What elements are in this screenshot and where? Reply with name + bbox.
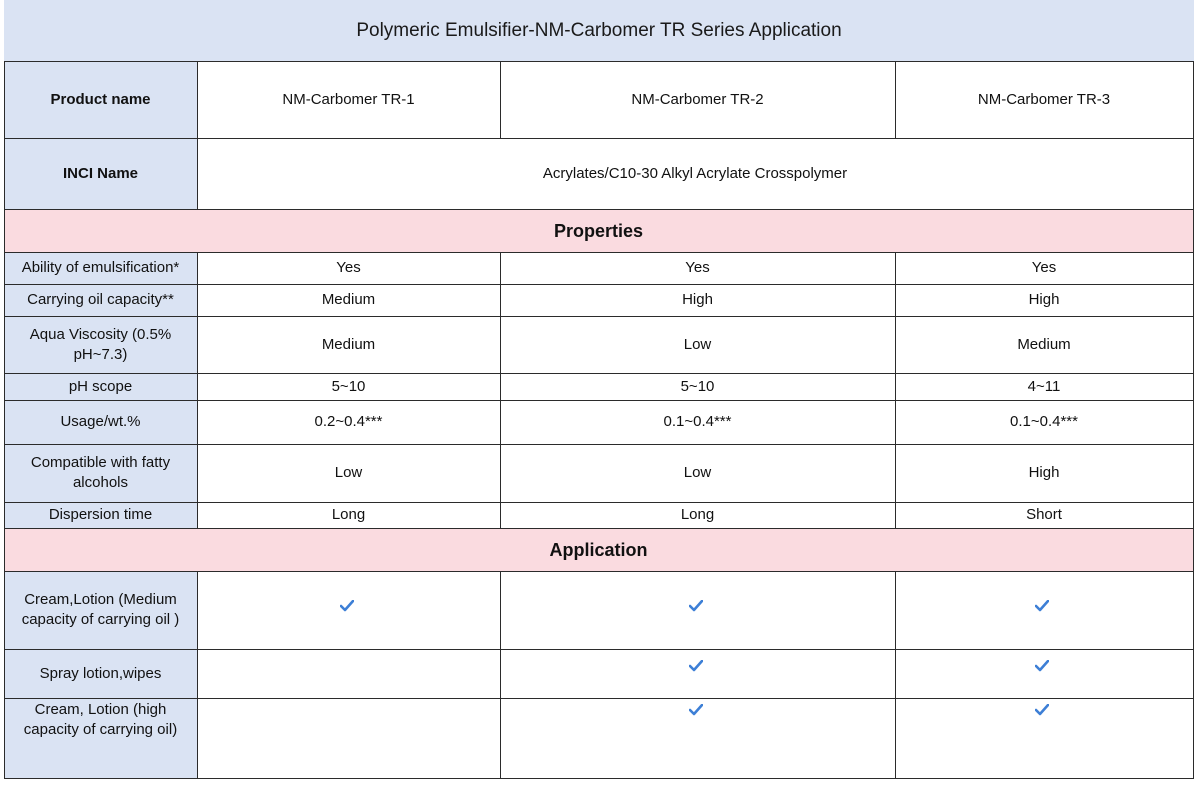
- property-label-text: Usage/wt.%: [60, 413, 141, 430]
- property-value: [895, 373, 1193, 400]
- grid-line: [500, 252, 501, 528]
- property-label-text: Dispersion time: [48, 506, 153, 523]
- property-value: [500, 502, 895, 528]
- page-title: Polymeric Emulsifier-NM-Carbomer TR Series Application: [4, 0, 1194, 61]
- inci-name-value: [197, 138, 1193, 209]
- application-section-header-text: Application: [549, 539, 648, 560]
- check-icon: [689, 600, 703, 612]
- grid-line: [4, 61, 5, 779]
- grid-line: [4, 571, 1194, 572]
- application-label: [4, 571, 197, 649]
- property-value: [197, 444, 500, 502]
- property-value: [895, 316, 1193, 373]
- property-value: [895, 252, 1193, 284]
- grid-line: [1193, 61, 1194, 779]
- grid-line: [500, 61, 501, 138]
- grid-line: [4, 284, 1194, 285]
- application-label: [4, 649, 197, 698]
- properties-section-header: [4, 209, 1193, 252]
- inci-name-label-text: INCI Name: [62, 164, 139, 182]
- grid-line: [4, 778, 1194, 779]
- check-icon: [1035, 600, 1049, 612]
- property-value: [197, 284, 500, 316]
- property-label-text: Ability of emulsification*: [21, 259, 180, 276]
- product-name-1-text: NM-Carbomer TR-1: [282, 90, 415, 108]
- inci-name-value-text: Acrylates/C10-30 Alkyl Acrylate Crosspolymer: [542, 164, 848, 182]
- property-value: [197, 502, 500, 528]
- property-label-text: pH scope: [68, 377, 133, 395]
- grid-line: [4, 400, 1194, 401]
- grid-line: [197, 571, 198, 779]
- grid-line: [895, 61, 896, 138]
- product-name-label: [4, 61, 197, 138]
- property-label: [4, 400, 197, 444]
- property-value: [197, 252, 500, 284]
- property-label-text: Compatible with fatty alcohols: [30, 454, 171, 491]
- property-value-text: 5~10: [680, 377, 715, 395]
- property-value: [197, 316, 500, 373]
- grid-line: [895, 571, 896, 779]
- application-check-cell: [500, 698, 895, 778]
- application-check-cell: [500, 649, 895, 698]
- property-value: [895, 502, 1193, 528]
- application-check-cell: [895, 698, 1193, 778]
- property-label: [4, 373, 197, 400]
- property-value: [895, 400, 1193, 444]
- grid-line: [197, 252, 198, 528]
- property-value-text: 0.1~0.4***: [1010, 413, 1078, 430]
- grid-line: [4, 528, 1194, 529]
- property-value: [500, 444, 895, 502]
- grid-line: [4, 698, 1194, 699]
- check-icon: [1035, 704, 1049, 716]
- grid-line: [4, 444, 1194, 445]
- grid-line: [4, 209, 1194, 210]
- product-name-2-text: NM-Carbomer TR-2: [631, 90, 764, 108]
- property-value-text: Medium: [321, 291, 376, 308]
- property-value-text: 5~10: [331, 377, 366, 395]
- application-check-cell: [197, 698, 500, 778]
- product-name-2: [500, 61, 895, 138]
- property-label: [4, 502, 197, 528]
- property-value-text: 0.1~0.4***: [663, 413, 732, 430]
- check-icon: [689, 660, 703, 672]
- properties-section-header-text: Properties: [553, 220, 644, 241]
- property-value-text: Medium: [1017, 335, 1071, 353]
- property-value-text: Medium: [321, 335, 376, 353]
- product-name-label-text: Product name: [50, 90, 151, 108]
- application-label-text: Spray lotion,wipes: [39, 664, 162, 682]
- application-check-cell: [197, 571, 500, 649]
- property-value: [500, 373, 895, 400]
- application-check-cell: [500, 571, 895, 649]
- property-value-text: Short: [1026, 506, 1062, 523]
- property-label: [4, 316, 197, 373]
- property-label: [4, 284, 197, 316]
- property-value-text: 0.2~0.4***: [314, 413, 383, 430]
- grid-line: [4, 649, 1194, 650]
- property-label: [4, 444, 197, 502]
- property-value-text: Yes: [336, 259, 361, 276]
- property-value-text: Low: [683, 335, 712, 353]
- property-value: [500, 400, 895, 444]
- property-value-text: Low: [683, 464, 712, 481]
- property-label-text: Carrying oil capacity**: [27, 291, 174, 308]
- property-value-text: Yes: [685, 259, 710, 276]
- grid-line: [4, 502, 1194, 503]
- property-value-text: High: [1028, 464, 1060, 481]
- property-label-text: Aqua Viscosity (0.5% pH~7.3): [29, 325, 172, 363]
- application-check-cell: [895, 649, 1193, 698]
- application-label-text: Cream, Lotion (high capacity of carrying oil): [23, 701, 178, 738]
- property-value: [197, 373, 500, 400]
- property-value-text: High: [1028, 291, 1060, 308]
- application-check-cell: [895, 571, 1193, 649]
- product-name-3-text: NM-Carbomer TR-3: [977, 90, 1111, 108]
- grid-line: [4, 61, 1194, 62]
- application-label-text: Cream,Lotion (Medium capacity of carrying oil ): [21, 591, 180, 628]
- application-label: [4, 698, 197, 778]
- product-name-3: [895, 61, 1193, 138]
- grid-line: [500, 571, 501, 779]
- property-value: [500, 252, 895, 284]
- grid-line: [4, 373, 1194, 374]
- check-icon: [1035, 660, 1049, 672]
- grid-line: [895, 252, 896, 528]
- property-value-text: 4~11: [1027, 377, 1061, 395]
- property-value: [197, 400, 500, 444]
- inci-name-label: [4, 138, 197, 209]
- application-check-cell: [197, 649, 500, 698]
- property-value-text: Low: [334, 464, 363, 481]
- property-value: [895, 284, 1193, 316]
- check-icon: [689, 704, 703, 716]
- grid-line: [4, 138, 1194, 139]
- application-section-header: [4, 528, 1193, 571]
- property-label: [4, 252, 197, 284]
- property-value-text: Long: [331, 506, 366, 523]
- grid-line: [4, 316, 1194, 317]
- property-value-text: Yes: [1031, 259, 1057, 276]
- grid-line: [197, 61, 198, 209]
- product-name-1: [197, 61, 500, 138]
- check-icon: [340, 600, 354, 612]
- grid-line: [4, 252, 1194, 253]
- property-value: [895, 444, 1193, 502]
- property-value-text: Long: [680, 506, 715, 523]
- property-value-text: High: [682, 291, 713, 308]
- property-value: [500, 284, 895, 316]
- property-value: [500, 316, 895, 373]
